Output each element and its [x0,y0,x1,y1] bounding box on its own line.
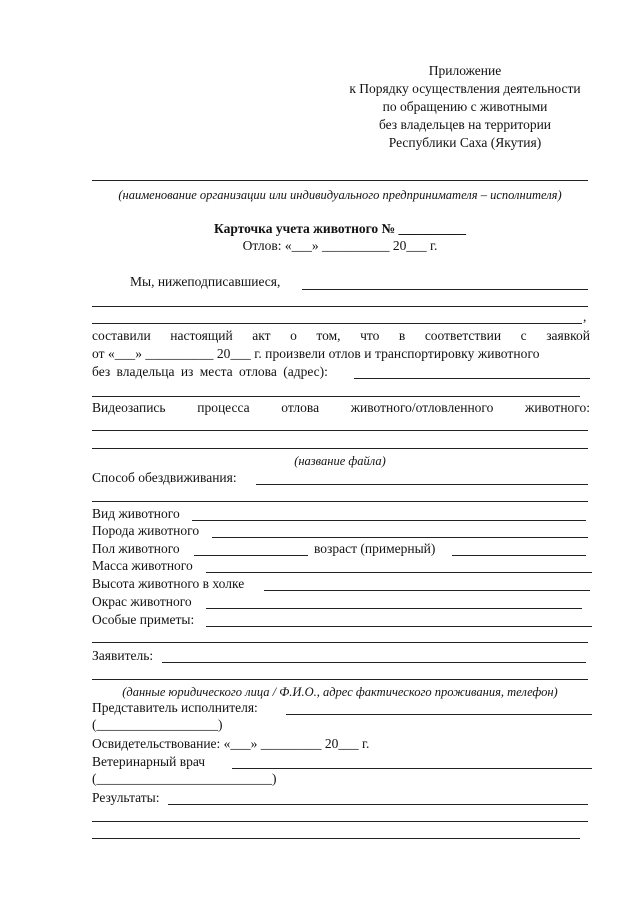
color-field[interactable] [206,608,582,609]
sex-field[interactable] [194,555,308,556]
applicant-field-2[interactable] [92,679,588,680]
representative-label: Представитель исполнителя: [92,700,258,715]
act-word: акт [252,328,271,343]
color-label: Окрас животного [92,594,192,609]
results-field-1[interactable] [168,804,588,805]
card-title: Карточка учета животного № __________ [214,221,466,236]
file-caption: (название файла) [294,454,386,468]
act-line-2: от «___» __________ 20___ г. произвели отлов и транспортировку животного [92,346,540,361]
capture-date: Отлов: «___» __________ 20___ г. [242,238,438,253]
breed-label: Порода животного [92,523,200,538]
intro-text: Мы, нижеподписавшиеся, [130,274,281,289]
species-label: Вид животного [92,506,180,521]
marks-label: Особые приметы: [92,612,195,627]
vet-name-paren[interactable]: (__________________________) [92,771,277,786]
signatories-line-2[interactable] [92,306,588,307]
representative-name-paren[interactable]: (__________________) [92,717,223,732]
act-word: с [520,328,527,343]
appendix-line: по обращению с животными [382,99,548,114]
act-word: что [360,328,380,343]
video-line [92,400,590,416]
video-word: отлова [281,400,320,415]
comma: , [583,309,587,324]
weight-field[interactable] [206,572,592,573]
applicant-label: Заявитель: [92,648,154,663]
applicant-field-1[interactable] [162,662,586,663]
org-caption: (наименование организации или индивидуального предпринимателя – исполнителя) [118,188,562,202]
appendix-line: Республики Саха (Якутия) [388,135,542,150]
video-file-line-2[interactable] [92,448,588,449]
vet-label: Ветеринарный врач [92,754,206,769]
marks-field-1[interactable] [206,626,592,627]
video-file-line-1[interactable] [92,430,588,431]
act-word: о [290,328,297,343]
breed-field[interactable] [212,537,588,538]
results-field-2[interactable] [92,821,588,822]
method-label: Способ обездвиживания: [92,470,237,485]
appendix-line: к Порядку осуществления деятельности [349,81,581,96]
signatories-line-3[interactable] [92,323,582,324]
act-word: в [398,328,406,343]
applicant-caption: (данные юридического лица / Ф.И.О., адрес фактического проживания, телефон) [122,685,558,699]
video-word: животного/отловленного [350,400,494,415]
marks-field-2[interactable] [92,642,588,643]
appendix-header [330,62,600,152]
sex-label: Пол животного [92,541,180,556]
weight-label: Масса животного [92,558,193,573]
act-word: настоящий [170,328,233,343]
act-word: составили [92,328,151,343]
act-word: соответствии [424,328,502,343]
height-label: Высота животного в холке [92,576,245,591]
age-label: возраст (примерный) [314,541,436,556]
org-name-line[interactable] [92,180,588,181]
results-label: Результаты: [92,790,160,805]
method-line-2[interactable] [92,501,588,502]
act-line-1 [92,328,590,344]
act-line-3: без владельца из места отлова (адрес): [92,364,328,379]
act-word: заявкой [546,328,590,343]
address-line-1[interactable] [354,378,590,379]
height-field[interactable] [264,590,590,591]
species-field[interactable] [192,520,586,521]
method-line-1[interactable] [256,484,588,485]
vet-field[interactable] [232,768,592,769]
age-field[interactable] [452,555,586,556]
video-word: процесса [197,400,250,415]
appendix-line: без владельцев на территории [378,117,552,132]
appendix-line: Приложение [428,63,502,78]
results-field-3[interactable] [92,838,580,839]
address-line-2[interactable] [92,396,580,397]
representative-field[interactable] [286,714,592,715]
video-word: животного: [525,400,590,415]
act-word: том, [316,328,341,343]
signatories-line-1[interactable] [302,289,588,290]
examination-date: Освидетельствование: «___» _________ 20___ г. [92,736,370,751]
video-word: Видеозапись [92,400,166,415]
